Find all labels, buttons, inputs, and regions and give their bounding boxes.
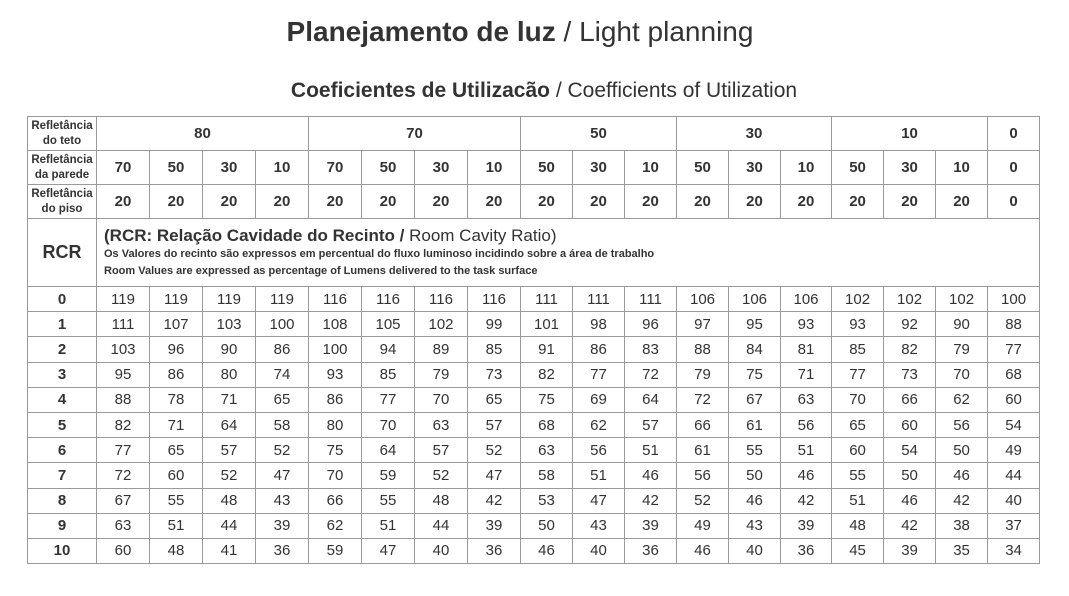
coefficient-cell: 67 <box>729 387 781 412</box>
coefficient-cell: 60 <box>97 538 150 563</box>
coefficient-cell: 46 <box>677 538 729 563</box>
floor-value-cell: 20 <box>781 185 832 219</box>
rcr-value-cell: 0 <box>28 287 97 312</box>
coefficient-cell: 81 <box>781 337 832 362</box>
coefficient-cell: 56 <box>573 438 625 463</box>
coefficient-cell: 106 <box>781 287 832 312</box>
coefficient-cell: 39 <box>884 538 936 563</box>
rcr-heading-en: Room Cavity Ratio) <box>404 225 557 245</box>
coefficient-cell: 54 <box>884 438 936 463</box>
rcr-value-cell: 4 <box>28 387 97 412</box>
coefficient-cell: 102 <box>936 287 988 312</box>
coefficient-cell: 88 <box>677 337 729 362</box>
coefficient-cell: 86 <box>150 362 203 387</box>
table-row <box>28 488 1040 513</box>
coefficient-cell: 77 <box>988 337 1040 362</box>
coefficient-cell: 65 <box>832 412 884 437</box>
table-row <box>28 412 1040 437</box>
coefficient-cell: 42 <box>884 513 936 538</box>
title-pt: Planejamento de luz <box>286 16 556 47</box>
coefficient-cell: 63 <box>521 438 573 463</box>
coefficient-cell: 70 <box>832 387 884 412</box>
wall-value-cell: 50 <box>521 151 573 185</box>
coefficient-cell: 100 <box>309 337 362 362</box>
coefficient-cell: 98 <box>573 312 625 337</box>
coefficient-cell: 70 <box>309 463 362 488</box>
coefficient-cell: 65 <box>256 387 309 412</box>
wall-value-cell: 70 <box>309 151 362 185</box>
rcr-value-cell: 5 <box>28 412 97 437</box>
coefficient-cell: 103 <box>97 337 150 362</box>
rcr-value-cell: 2 <box>28 337 97 362</box>
label-line: Refletância <box>31 153 93 166</box>
subtitle-en: Coefficients of Utilization <box>567 79 798 102</box>
coefficient-cell: 52 <box>256 438 309 463</box>
coefficient-cell: 39 <box>468 513 521 538</box>
coefficient-cell: 47 <box>468 463 521 488</box>
wall-value-cell: 50 <box>150 151 203 185</box>
coefficient-cell: 51 <box>781 438 832 463</box>
floor-value-cell: 20 <box>415 185 468 219</box>
coefficient-cell: 60 <box>988 387 1040 412</box>
coefficient-cell: 70 <box>415 387 468 412</box>
table-row <box>28 538 1040 563</box>
coefficient-cell: 42 <box>781 488 832 513</box>
label-line: do teto <box>42 134 82 147</box>
coefficient-cell: 100 <box>256 312 309 337</box>
coefficient-cell: 57 <box>625 412 677 437</box>
coefficient-cell: 63 <box>415 412 468 437</box>
coefficient-cell: 36 <box>625 538 677 563</box>
coefficient-cell: 36 <box>256 538 309 563</box>
coefficient-cell: 62 <box>573 412 625 437</box>
coefficient-cell: 91 <box>521 337 573 362</box>
coefficient-cell: 79 <box>936 337 988 362</box>
coefficient-cell: 86 <box>256 337 309 362</box>
coefficient-cell: 56 <box>936 412 988 437</box>
coefficients-body <box>28 287 1040 564</box>
floor-value-cell: 20 <box>573 185 625 219</box>
coefficient-cell: 64 <box>203 412 256 437</box>
coefficient-cell: 63 <box>781 387 832 412</box>
coefficient-cell: 52 <box>468 438 521 463</box>
coefficient-cell: 106 <box>729 287 781 312</box>
coefficient-cell: 79 <box>415 362 468 387</box>
coefficient-cell: 59 <box>309 538 362 563</box>
coefficient-cell: 66 <box>677 412 729 437</box>
coefficient-cell: 96 <box>150 337 203 362</box>
coefficient-cell: 78 <box>150 387 203 412</box>
coefficient-cell: 46 <box>625 463 677 488</box>
coefficient-cell: 106 <box>677 287 729 312</box>
coefficient-cell: 111 <box>521 287 573 312</box>
coefficient-cell: 93 <box>781 312 832 337</box>
coefficient-cell: 42 <box>625 488 677 513</box>
coefficient-cell: 67 <box>97 488 150 513</box>
coefficient-cell: 84 <box>729 337 781 362</box>
coefficient-cell: 85 <box>362 362 415 387</box>
coefficient-cell: 44 <box>415 513 468 538</box>
page-subtitle <box>0 79 1069 103</box>
floor-value-cell: 20 <box>203 185 256 219</box>
coefficient-cell: 80 <box>309 412 362 437</box>
coefficient-cell: 68 <box>521 412 573 437</box>
wall-value-cell: 10 <box>256 151 309 185</box>
rcr-note-en: Room Values are expressed as percentage of Lumens delivered to the task surface <box>104 264 538 277</box>
floor-value-cell: 20 <box>256 185 309 219</box>
coefficient-cell: 79 <box>677 362 729 387</box>
wall-value-cell: 10 <box>468 151 521 185</box>
coefficient-cell: 52 <box>677 488 729 513</box>
coefficient-cell: 61 <box>729 412 781 437</box>
coefficient-cell: 55 <box>832 463 884 488</box>
floor-value-cell: 20 <box>468 185 521 219</box>
coefficient-cell: 51 <box>625 438 677 463</box>
coefficient-cell: 48 <box>832 513 884 538</box>
coefficient-cell: 75 <box>521 387 573 412</box>
wall-value-cell: 10 <box>625 151 677 185</box>
coefficient-cell: 101 <box>521 312 573 337</box>
coefficient-cell: 71 <box>150 412 203 437</box>
wall-value-cell: 30 <box>729 151 781 185</box>
rcr-value-cell: 6 <box>28 438 97 463</box>
coefficient-cell: 86 <box>309 387 362 412</box>
coefficient-cell: 88 <box>97 387 150 412</box>
coefficient-cell: 51 <box>362 513 415 538</box>
coefficient-cell: 40 <box>573 538 625 563</box>
floor-value-cell: 20 <box>150 185 203 219</box>
coefficient-cell: 86 <box>573 337 625 362</box>
coefficient-cell: 43 <box>573 513 625 538</box>
table-row <box>28 362 1040 387</box>
coefficient-cell: 64 <box>362 438 415 463</box>
coefficient-cell: 47 <box>256 463 309 488</box>
wall-value-cell: 30 <box>884 151 936 185</box>
floor-value-cell: 0 <box>988 185 1040 219</box>
coefficient-cell: 96 <box>625 312 677 337</box>
floor-value-cell: 20 <box>729 185 781 219</box>
coefficients-table <box>27 116 1040 564</box>
coefficient-cell: 39 <box>256 513 309 538</box>
coefficient-cell: 40 <box>415 538 468 563</box>
ceiling-value-cell: 10 <box>832 117 988 151</box>
coefficient-cell: 111 <box>573 287 625 312</box>
coefficient-cell: 71 <box>781 362 832 387</box>
wall-value-cell: 30 <box>573 151 625 185</box>
coefficient-cell: 55 <box>362 488 415 513</box>
coefficient-cell: 77 <box>97 438 150 463</box>
coefficient-cell: 52 <box>415 463 468 488</box>
coefficient-cell: 72 <box>677 387 729 412</box>
coefficient-cell: 44 <box>988 463 1040 488</box>
coefficient-cell: 70 <box>936 362 988 387</box>
ceiling-value-cell: 50 <box>521 117 677 151</box>
coefficient-cell: 103 <box>203 312 256 337</box>
coefficient-cell: 111 <box>97 312 150 337</box>
table-row <box>28 463 1040 488</box>
coefficient-cell: 111 <box>625 287 677 312</box>
label-line: Refletância <box>31 119 93 132</box>
coefficient-cell: 58 <box>521 463 573 488</box>
rcr-heading <box>104 226 1039 246</box>
rcr-label: RCR <box>28 219 97 287</box>
coefficient-cell: 39 <box>781 513 832 538</box>
coefficient-cell: 72 <box>625 362 677 387</box>
coefficient-cell: 42 <box>936 488 988 513</box>
coefficient-cell: 45 <box>832 538 884 563</box>
subtitle-separator: / <box>550 79 568 102</box>
coefficient-cell: 48 <box>203 488 256 513</box>
floor-value-cell: 20 <box>521 185 573 219</box>
coefficient-cell: 39 <box>625 513 677 538</box>
coefficient-cell: 74 <box>256 362 309 387</box>
ceiling-value-cell: 80 <box>97 117 309 151</box>
floor-value-cell: 20 <box>309 185 362 219</box>
rcr-note-pt: Os Valores do recinto são expressos em percentual do fluxo luminoso incidindo sobre a área de trabalho <box>104 247 655 260</box>
coefficient-cell: 46 <box>729 488 781 513</box>
coefficient-cell: 90 <box>203 337 256 362</box>
coefficient-cell: 57 <box>203 438 256 463</box>
wall-value-cell: 30 <box>415 151 468 185</box>
coefficient-cell: 56 <box>677 463 729 488</box>
rcr-value-cell: 9 <box>28 513 97 538</box>
coefficient-cell: 36 <box>781 538 832 563</box>
table-row <box>28 438 1040 463</box>
coefficient-cell: 93 <box>832 312 884 337</box>
coefficient-cell: 57 <box>415 438 468 463</box>
coefficient-cell: 100 <box>988 287 1040 312</box>
table-row <box>28 387 1040 412</box>
coefficient-cell: 40 <box>729 538 781 563</box>
table-row <box>28 337 1040 362</box>
wall-value-cell: 50 <box>677 151 729 185</box>
coefficient-cell: 49 <box>988 438 1040 463</box>
coefficient-cell: 41 <box>203 538 256 563</box>
rcr-value-cell: 10 <box>28 538 97 563</box>
coefficient-cell: 52 <box>203 463 256 488</box>
coefficient-cell: 94 <box>362 337 415 362</box>
coefficient-cell: 58 <box>256 412 309 437</box>
coefficient-cell: 66 <box>884 387 936 412</box>
coefficient-cell: 108 <box>309 312 362 337</box>
floor-value-cell: 20 <box>832 185 884 219</box>
coefficient-cell: 44 <box>203 513 256 538</box>
coefficient-cell: 42 <box>468 488 521 513</box>
title-separator: / <box>555 16 580 47</box>
label-line: da parede <box>34 168 90 181</box>
wall-value-cell: 50 <box>832 151 884 185</box>
coefficient-cell: 116 <box>415 287 468 312</box>
coefficient-cell: 46 <box>936 463 988 488</box>
coefficient-cell: 95 <box>729 312 781 337</box>
coefficient-cell: 65 <box>468 387 521 412</box>
coefficient-cell: 77 <box>832 362 884 387</box>
coefficient-cell: 49 <box>677 513 729 538</box>
coefficient-cell: 63 <box>97 513 150 538</box>
coefficient-cell: 119 <box>203 287 256 312</box>
rcr-description <box>97 219 1040 287</box>
coefficient-cell: 75 <box>309 438 362 463</box>
rcr-value-cell: 1 <box>28 312 97 337</box>
coefficient-cell: 102 <box>415 312 468 337</box>
coefficient-cell: 34 <box>988 538 1040 563</box>
rcr-header-row <box>28 219 1040 287</box>
coefficient-cell: 82 <box>884 337 936 362</box>
coefficient-cell: 75 <box>729 362 781 387</box>
coefficient-cell: 85 <box>832 337 884 362</box>
rcr-heading-pt: (RCR: Relação Cavidade do Recinto / <box>104 225 405 245</box>
floor-value-cell: 20 <box>884 185 936 219</box>
coefficient-cell: 92 <box>884 312 936 337</box>
coefficient-cell: 47 <box>362 538 415 563</box>
coefficient-cell: 83 <box>625 337 677 362</box>
floor-value-cell: 20 <box>677 185 729 219</box>
coefficient-cell: 68 <box>988 362 1040 387</box>
coefficient-cell: 70 <box>362 412 415 437</box>
coefficient-cell: 50 <box>884 463 936 488</box>
title-en: Light planning <box>579 16 754 47</box>
coefficient-cell: 50 <box>729 463 781 488</box>
coefficient-cell: 73 <box>468 362 521 387</box>
coefficient-cell: 69 <box>573 387 625 412</box>
coefficient-cell: 77 <box>362 387 415 412</box>
coefficient-cell: 46 <box>884 488 936 513</box>
coefficient-cell: 43 <box>256 488 309 513</box>
label-line: do piso <box>41 202 83 215</box>
table-row <box>28 287 1040 312</box>
wall-reflectance-row <box>28 151 1040 185</box>
coefficient-cell: 72 <box>97 463 150 488</box>
coefficient-cell: 64 <box>625 387 677 412</box>
coefficient-cell: 40 <box>988 488 1040 513</box>
coefficient-cell: 60 <box>884 412 936 437</box>
coefficient-cell: 62 <box>936 387 988 412</box>
coefficient-cell: 71 <box>203 387 256 412</box>
coefficient-cell: 82 <box>97 412 150 437</box>
coefficient-cell: 105 <box>362 312 415 337</box>
wall-reflectance-label <box>28 151 97 185</box>
coefficient-cell: 55 <box>150 488 203 513</box>
coefficient-cell: 35 <box>936 538 988 563</box>
wall-value-cell: 70 <box>97 151 150 185</box>
coefficient-cell: 51 <box>573 463 625 488</box>
page-title <box>0 16 1040 48</box>
coefficient-cell: 50 <box>936 438 988 463</box>
ceiling-reflectance-row <box>28 117 1040 151</box>
coefficient-cell: 59 <box>362 463 415 488</box>
table-row <box>28 312 1040 337</box>
floor-reflectance-row <box>28 185 1040 219</box>
rcr-value-cell: 8 <box>28 488 97 513</box>
coefficient-cell: 66 <box>309 488 362 513</box>
floor-value-cell: 20 <box>936 185 988 219</box>
coefficient-cell: 53 <box>521 488 573 513</box>
coefficient-cell: 102 <box>884 287 936 312</box>
coefficient-cell: 57 <box>468 412 521 437</box>
coefficient-cell: 119 <box>256 287 309 312</box>
coefficient-cell: 61 <box>677 438 729 463</box>
coefficient-cell: 60 <box>832 438 884 463</box>
coefficient-cell: 97 <box>677 312 729 337</box>
coefficient-cell: 51 <box>150 513 203 538</box>
coefficient-cell: 62 <box>309 513 362 538</box>
coefficient-cell: 65 <box>150 438 203 463</box>
rcr-value-cell: 7 <box>28 463 97 488</box>
coefficient-cell: 119 <box>97 287 150 312</box>
ceiling-value-cell: 70 <box>309 117 521 151</box>
coefficient-cell: 102 <box>832 287 884 312</box>
label-line: Refletância <box>31 187 93 200</box>
coefficient-cell: 116 <box>309 287 362 312</box>
coefficient-cell: 43 <box>729 513 781 538</box>
floor-reflectance-label <box>28 185 97 219</box>
wall-value-cell: 10 <box>936 151 988 185</box>
table-row <box>28 513 1040 538</box>
coefficient-cell: 60 <box>150 463 203 488</box>
coefficient-cell: 95 <box>97 362 150 387</box>
coefficient-cell: 99 <box>468 312 521 337</box>
coefficient-cell: 116 <box>468 287 521 312</box>
coefficient-cell: 36 <box>468 538 521 563</box>
rcr-value-cell: 3 <box>28 362 97 387</box>
wall-value-cell: 10 <box>781 151 832 185</box>
coefficient-cell: 55 <box>729 438 781 463</box>
coefficient-cell: 51 <box>832 488 884 513</box>
coefficient-cell: 107 <box>150 312 203 337</box>
coefficient-cell: 88 <box>988 312 1040 337</box>
floor-value-cell: 20 <box>362 185 415 219</box>
coefficient-cell: 37 <box>988 513 1040 538</box>
coefficient-cell: 90 <box>936 312 988 337</box>
coefficient-cell: 56 <box>781 412 832 437</box>
coefficient-cell: 48 <box>415 488 468 513</box>
coefficient-cell: 80 <box>203 362 256 387</box>
coefficient-cell: 47 <box>573 488 625 513</box>
subtitle-pt: Coeficientes de Utilizacão <box>290 79 550 102</box>
coefficient-cell: 85 <box>468 337 521 362</box>
floor-value-cell: 20 <box>625 185 677 219</box>
coefficient-cell: 46 <box>781 463 832 488</box>
coefficient-cell: 116 <box>362 287 415 312</box>
floor-value-cell: 20 <box>97 185 150 219</box>
coefficient-cell: 38 <box>936 513 988 538</box>
wall-value-cell: 0 <box>988 151 1040 185</box>
coefficient-cell: 73 <box>884 362 936 387</box>
ceiling-reflectance-label <box>28 117 97 151</box>
coefficient-cell: 50 <box>521 513 573 538</box>
coefficient-cell: 89 <box>415 337 468 362</box>
coefficient-cell: 93 <box>309 362 362 387</box>
wall-value-cell: 30 <box>203 151 256 185</box>
coefficient-cell: 77 <box>573 362 625 387</box>
coefficient-cell: 46 <box>521 538 573 563</box>
coefficient-cell: 54 <box>988 412 1040 437</box>
coefficient-cell: 119 <box>150 287 203 312</box>
ceiling-value-cell: 30 <box>677 117 832 151</box>
ceiling-value-cell: 0 <box>988 117 1040 151</box>
wall-value-cell: 50 <box>362 151 415 185</box>
coefficient-cell: 82 <box>521 362 573 387</box>
coefficient-cell: 48 <box>150 538 203 563</box>
